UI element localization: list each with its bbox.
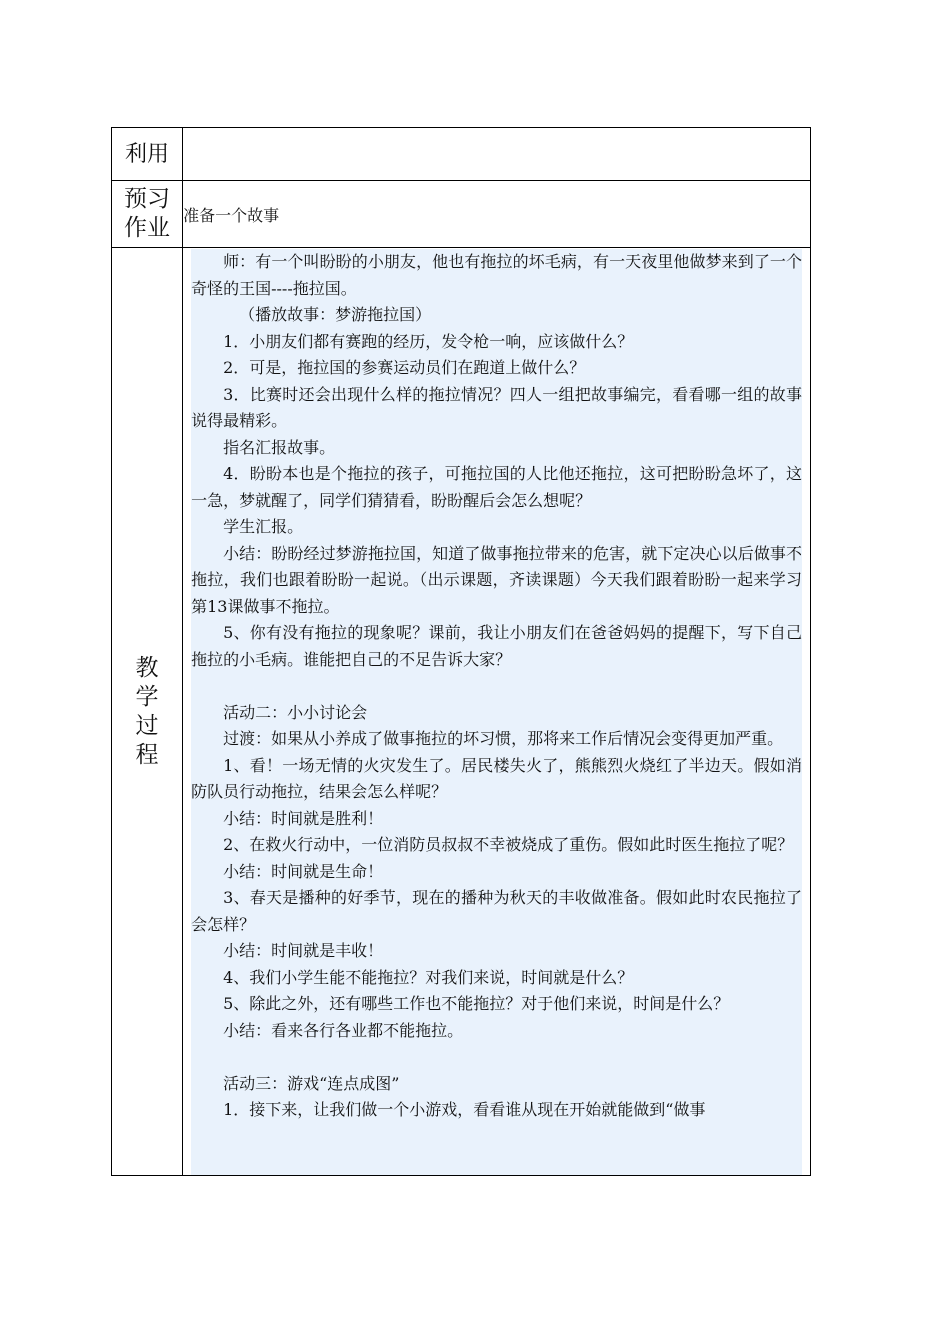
process-paragraph: 小结：时间就是丰收！ xyxy=(223,941,384,960)
row-label-yuxi: 预习作业 xyxy=(124,186,171,241)
blank-line xyxy=(191,1044,802,1071)
row-label-guocheng-cell xyxy=(112,248,183,1176)
lesson-plan-table xyxy=(111,127,811,1176)
table-row-guocheng xyxy=(112,248,811,1176)
row-content-yuxi: 准备一个故事 xyxy=(183,181,811,248)
process-paragraph: 指名汇报故事。 xyxy=(223,437,336,457)
table-row-liyong xyxy=(112,128,811,181)
process-heading: 活动三：游戏“连点成图” xyxy=(223,1073,400,1093)
row-label-guocheng: 教学过程 xyxy=(135,654,159,768)
row-label-yuxi-cell xyxy=(112,181,183,248)
process-paragraph: 5、你有没有拖拉的现象呢？课前，我让小朋友们在爸爸妈妈的提醒下，写下自己拖拉的小毛病。谁能把自己的不足告诉大家？ xyxy=(191,623,802,669)
process-paragraph: 小结：看来各行各业都不能拖拉。 xyxy=(223,1020,464,1040)
process-paragraph: 过渡：如果从小养成了做事拖拉的坏习惯，那将来工作后情况会变得更加严重。 xyxy=(223,729,784,748)
process-paragraph: 4．盼盼本也是个拖拉的孩子，可拖拉国的人比他还拖拉，这可把盼盼急坏了，这一急，梦就醒了，同学们猜猜看，盼盼醒后会怎么想呢？ xyxy=(191,464,802,510)
process-paragraph: 小结：时间就是胜利！ xyxy=(223,808,384,828)
process-paragraph: 2、在救火行动中，一位消防员叔叔不幸被烧成了重伤。假如此时医生拖拉了呢？ xyxy=(223,835,794,854)
process-paragraph: 4、我们小学生能不能拖拉？对我们来说，时间就是什么？ xyxy=(223,967,634,987)
process-paragraph: 3、春天是播种的好季节，现在的播种为秋天的丰收做准备。假如此时农民拖拉了会怎样？ xyxy=(191,888,802,934)
blank-line xyxy=(191,673,802,700)
row-content-guocheng xyxy=(183,248,811,1176)
process-paragraph: 3．比赛时还会出现什么样的拖拉情况？四人一组把故事编完，看看哪一组的故事说得最精彩。 xyxy=(191,384,802,430)
process-paragraph: 1．接下来，让我们做一个小游戏，看看谁从现在开始就能做到“做事 xyxy=(223,1100,706,1119)
table-row-yuxi xyxy=(112,181,811,248)
teaching-process-text xyxy=(191,249,802,1175)
process-paragraph: 学生汇报。 xyxy=(223,517,304,536)
process-paragraph: 5、除此之外，还有哪些工作也不能拖拉？对于他们来说，时间是什么？ xyxy=(223,994,730,1013)
process-paragraph: （播放故事：梦游拖拉国） xyxy=(239,305,432,324)
process-paragraph: 小结：盼盼经过梦游拖拉国，知道了做事拖拉带来的危害，就下定决心以后做事不拖拉，我们也跟着盼盼一起说。（出示课题，齐读课题）今天我们跟着盼盼一起来学习第13课做事不拖拉。 xyxy=(191,543,802,616)
row-label-liyong: 利用 xyxy=(112,128,183,181)
process-paragraph: 1．小朋友们都有赛跑的经历，发令枪一响，应该做什么？ xyxy=(223,331,634,351)
row-content-liyong xyxy=(183,128,811,181)
process-paragraph: 师：有一个叫盼盼的小朋友，他也有拖拉的坏毛病，有一天夜里他做梦来到了一个奇怪的王国----拖拉国。 xyxy=(191,252,802,298)
process-paragraph: 小结：时间就是生命！ xyxy=(223,861,384,881)
process-paragraph: 2．可是，拖拉国的参赛运动员们在跑道上做什么？ xyxy=(223,358,586,377)
process-paragraph: 1、看！一场无情的火灾发生了。居民楼失火了，熊熊烈火烧红了半边天。假如消防队员行动拖拉，结果会怎么样呢？ xyxy=(191,755,802,801)
process-heading: 活动二：小小讨论会 xyxy=(223,702,368,722)
